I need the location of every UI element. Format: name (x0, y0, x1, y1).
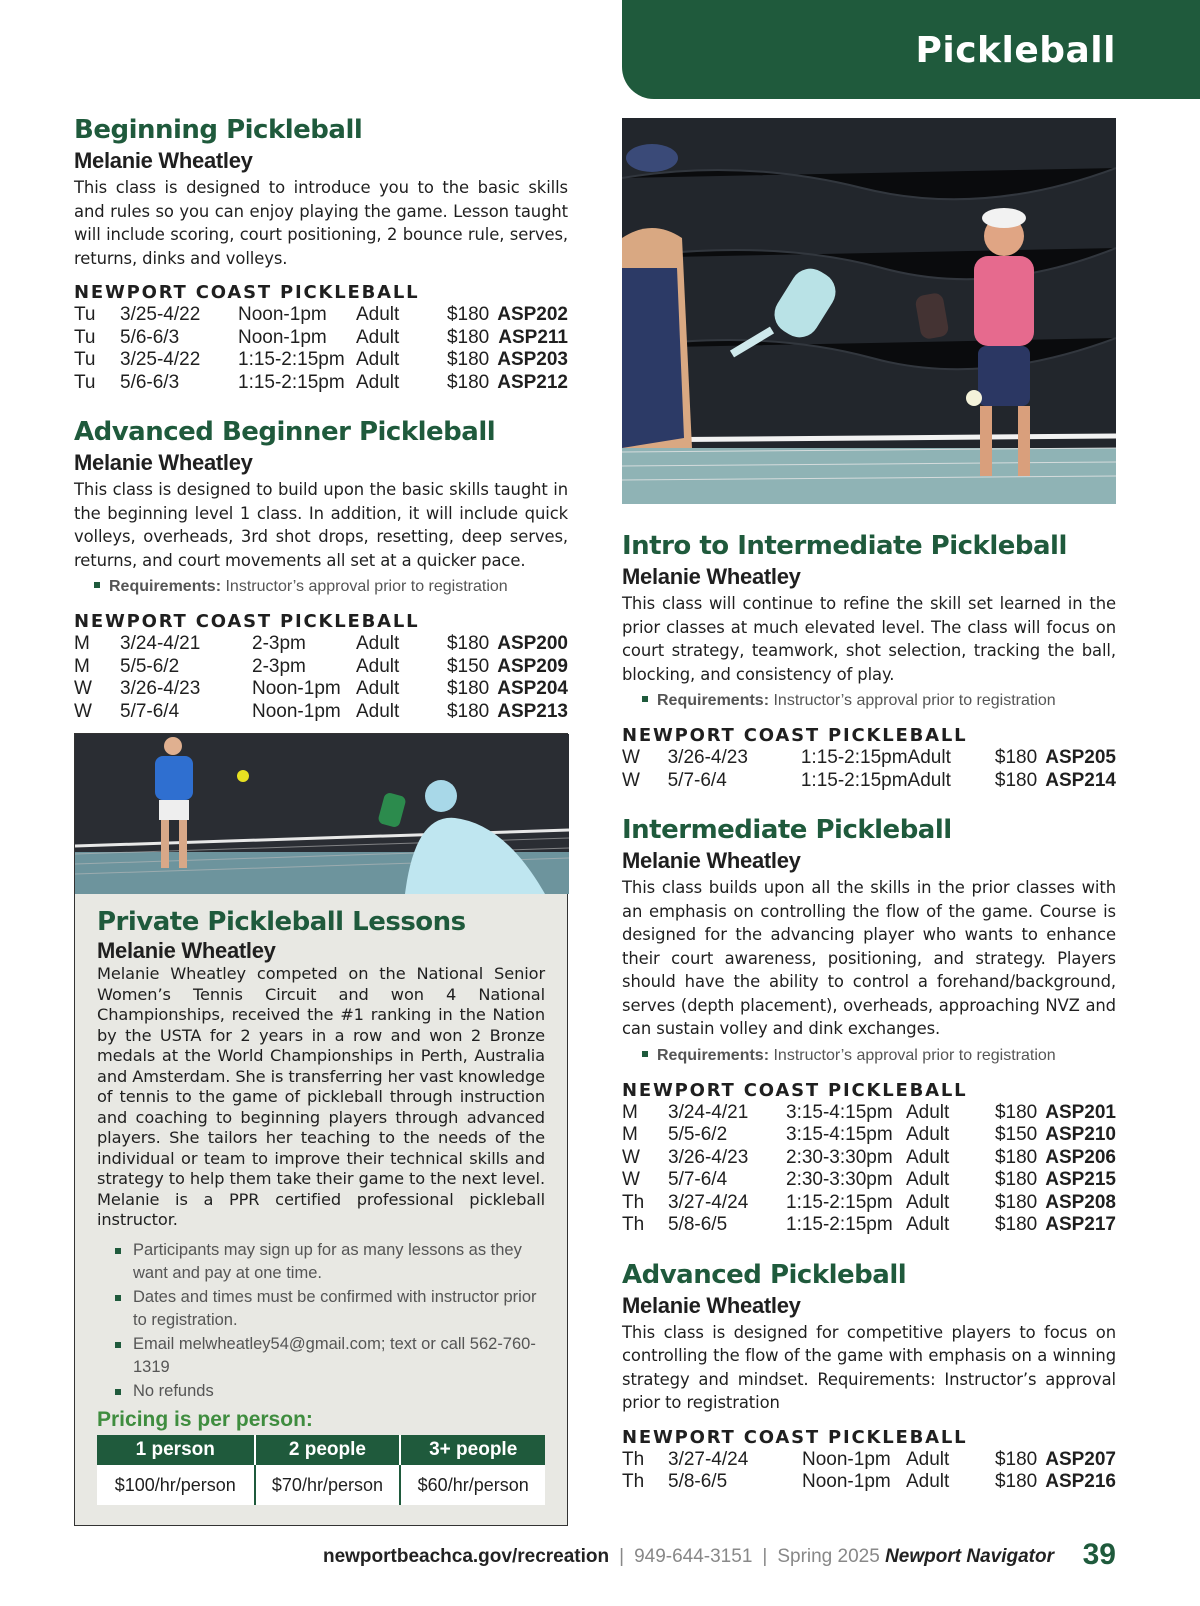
schedule-day: W (622, 1169, 640, 1190)
course-description: This class is designed to build upon the basic skills taught in the beginning level 1 class. In addition, it will include quick volleys, overheads, 3rd shot drops, resetting, deep serves, returns, and court movements all set at a quicker pace. (74, 480, 568, 570)
schedule-day: W (622, 769, 640, 791)
schedule-time: Noon-1pm (238, 326, 327, 348)
left-column (74, 114, 568, 1526)
schedule-code: ASP203 (497, 349, 568, 370)
footer-url[interactable]: newportbeachca.gov/recreation (322, 1546, 610, 1567)
course-title: Advanced Beginner Pickleball (74, 417, 496, 447)
schedule-time: 1:15-2:15pm (238, 371, 345, 393)
schedule-row (622, 1449, 1116, 1472)
private-lessons-box (74, 733, 568, 1526)
requirements-label: Requirements: (657, 1046, 770, 1064)
schedule-day: Th (622, 1448, 645, 1470)
instructor-name: Melanie Wheatley (97, 938, 276, 963)
schedule-dates: 5/7-6/4 (667, 769, 727, 791)
schedule-row (74, 327, 568, 350)
schedule-fee: $150 (446, 655, 490, 677)
instructor-name: Melanie Wheatley (74, 148, 253, 173)
schedule-day: Tu (74, 304, 96, 325)
schedule-dates: 3/24-4/21 (668, 1101, 749, 1123)
schedule-dates: 3/26-4/23 (668, 1146, 749, 1168)
schedule-time: 1:15-2:15pm (238, 349, 345, 370)
schedule-row (74, 678, 568, 701)
schedule-row (622, 1147, 1116, 1170)
schedule-dates: 5/5-6/2 (668, 1124, 728, 1145)
course-title: Advanced Pickleball (622, 1259, 907, 1290)
schedule-day: M (622, 1101, 638, 1123)
requirements-text: Instructor’s approval prior to registration (225, 578, 508, 595)
requirements-label: Requirements: (657, 692, 770, 709)
course-title: Intermediate Pickleball (622, 815, 952, 845)
schedule-age: Adult (906, 1471, 950, 1492)
schedule-time: Noon-1pm (238, 304, 327, 325)
schedule-fee: $180 (994, 1471, 1038, 1492)
private-description: Melanie Wheatley competed on the National Senior Women’s Tennis Circuit and won 4 National Championships, received the #1 ranking in the Nation by the USTA for 2 years in a row and won 2 Bronze medals at the World Championships in Perth, Australia and Amsterdam. She is transferring her vast knowledge of tennis to the game of pickleball through instruction and coaching to beginning players through advanced players. She tailors her teaching to the needs of the individual or team to improve their technical skills and strategy to help them take their game to the next level. Melanie is a PPR certified professional pickleball instructor. (97, 964, 545, 1229)
schedule-row (622, 1192, 1116, 1215)
footer-separator: | (762, 1546, 768, 1567)
schedule-time: Noon-1pm (252, 678, 341, 699)
schedule-row (74, 304, 568, 327)
schedule-dates: 3/25-4/22 (120, 304, 201, 325)
schedule-time: 1:15-2:15pm (800, 747, 908, 768)
footer-text (323, 1546, 1054, 1568)
schedule-row (622, 1169, 1116, 1192)
schedule-dates: 5/5-6/2 (120, 655, 180, 677)
requirements-line (642, 689, 1116, 713)
schedule-dates: 5/6-6/3 (120, 326, 180, 348)
schedule-row (622, 1124, 1116, 1147)
course-beginning (74, 114, 568, 394)
schedule-code: ASP207 (1045, 1448, 1116, 1470)
footer-season: Spring 2025 (777, 1546, 880, 1567)
schedule-code: ASP204 (497, 678, 568, 699)
requirements-line (642, 1044, 1116, 1068)
location-label: NEWPORT COAST PICKLEBALL (74, 282, 420, 303)
schedule-table (622, 1102, 1116, 1237)
location-label: NEWPORT COAST PICKLEBALL (622, 725, 968, 746)
schedule-age: Adult (356, 633, 400, 654)
schedule-time: 3:15-4:15pm (786, 1124, 893, 1145)
photo-illustration (75, 734, 569, 894)
schedule-time: Noon-1pm (252, 700, 341, 722)
schedule-fee: $180 (446, 349, 490, 370)
schedule-day: Tu (74, 326, 96, 348)
location-label: NEWPORT COAST PICKLEBALL (622, 1426, 968, 1448)
schedule-age: Adult (356, 304, 400, 325)
requirements-text: Instructor’s approval prior to registration (773, 692, 1056, 709)
course-advanced-beginner (74, 416, 568, 723)
schedule-day: W (74, 678, 92, 699)
schedule-day: W (622, 1146, 640, 1168)
schedule-code: ASP213 (497, 700, 568, 722)
pricing-table (97, 1435, 545, 1505)
pricing-value: $60/hr/person (400, 1465, 545, 1505)
schedule-age: Adult (906, 1448, 950, 1470)
schedule-fee: $180 (446, 678, 490, 699)
schedule-code: ASP202 (497, 304, 568, 325)
schedule-code: ASP205 (1045, 747, 1116, 768)
footer-separator: | (619, 1546, 625, 1567)
course-advanced (622, 1259, 1116, 1494)
schedule-code: ASP210 (1045, 1124, 1116, 1145)
bullet-item: Email melwheatley54@gmail.com; text or call 562-760-1319 (115, 1333, 545, 1380)
schedule-row (622, 1214, 1116, 1237)
schedule-fee: $150 (994, 1124, 1038, 1145)
schedule-fee: $180 (446, 326, 490, 348)
course-intro-intermediate (622, 530, 1116, 792)
pricing-header: 3+ people (400, 1435, 545, 1465)
schedule-code: ASP215 (1045, 1169, 1116, 1190)
schedule-code: ASP209 (497, 655, 568, 677)
schedule-table (74, 633, 568, 723)
schedule-fee: $180 (994, 769, 1038, 791)
schedule-day: M (74, 633, 90, 654)
footer-phone: 949-644-3151 (634, 1546, 753, 1567)
schedule-row (622, 1471, 1116, 1494)
course-description: This class is designed for competitive players to focus on controlling the flow of the game with emphasis on a winning strategy and mindset. Requirements: Instructor’s approval prior to registration (622, 1322, 1116, 1412)
schedule-row (74, 349, 568, 372)
schedule-age: Adult (356, 326, 400, 348)
schedule-code: ASP206 (1045, 1146, 1116, 1168)
schedule-age: Adult (906, 1146, 950, 1168)
pricing-title: Pricing is per person: (97, 1408, 313, 1431)
schedule-age: Adult (906, 1214, 950, 1235)
schedule-row (74, 656, 568, 679)
schedule-code: ASP200 (497, 633, 568, 654)
course-intermediate (622, 814, 1116, 1237)
schedule-day: W (74, 700, 92, 722)
bullet-icon (642, 696, 648, 702)
schedule-age: Adult (906, 1101, 950, 1123)
instructor-name: Melanie Wheatley (622, 1292, 801, 1318)
schedule-row (622, 770, 1116, 793)
schedule-code: ASP214 (1045, 769, 1116, 791)
schedule-day: Tu (74, 371, 96, 393)
pricing-header: 2 people (255, 1435, 401, 1465)
schedule-dates: 5/6-6/3 (120, 371, 180, 393)
schedule-time: 2:30-3:30pm (786, 1146, 893, 1168)
schedule-age: Adult (356, 371, 400, 393)
bullet-item: Dates and times must be confirmed with instructor prior to registration. (115, 1286, 545, 1333)
course-description: This class builds upon all the skills in the prior classes with an emphasis on controlling the flow of the game. Course is designed for the advancing player who wants to enhance their court awareness, positioning, and strategy. Players should have the ability to control a forehand/background, serves (depth placement), overheads, approaching NVZ and can sustain volley and dink exchanges. (622, 878, 1116, 1038)
bullet-item: No refunds (115, 1380, 545, 1404)
schedule-fee: $180 (446, 371, 490, 393)
section-header-tab (622, 0, 1200, 99)
schedule-time: Noon-1pm (802, 1471, 891, 1492)
schedule-fee: $180 (994, 1146, 1038, 1168)
pricing-value: $70/hr/person (255, 1465, 401, 1505)
schedule-age: Adult (907, 747, 951, 768)
location-label: NEWPORT COAST PICKLEBALL (622, 1079, 968, 1101)
schedule-fee: $180 (994, 747, 1038, 768)
schedule-fee: $180 (994, 1448, 1038, 1470)
schedule-dates: 5/7-6/4 (668, 1169, 728, 1190)
schedule-age: Adult (907, 769, 951, 791)
schedule-day: Th (622, 1191, 645, 1213)
page-number: 39 (1082, 1538, 1116, 1571)
schedule-row (74, 701, 568, 724)
pickleball-players-photo (75, 734, 569, 894)
schedule-time: 2-3pm (252, 633, 306, 654)
schedule-row (74, 372, 568, 395)
schedule-fee: $180 (994, 1101, 1038, 1123)
schedule-code: ASP216 (1045, 1471, 1116, 1492)
schedule-day: Th (622, 1214, 645, 1235)
schedule-code: ASP201 (1045, 1101, 1116, 1123)
schedule-row (622, 1102, 1116, 1125)
schedule-table (622, 1449, 1116, 1494)
private-lessons-content (75, 894, 567, 1525)
schedule-dates: 3/27-4/24 (668, 1448, 749, 1470)
schedule-age: Adult (906, 1169, 950, 1190)
schedule-fee: $180 (994, 1191, 1038, 1213)
schedule-dates: 5/8-6/5 (668, 1471, 728, 1492)
schedule-fee: $180 (994, 1169, 1038, 1190)
course-description: This class will continue to refine the skill set learned in the prior classes at much elevated level. The class will focus on court strategy, teamwork, shot selection, tracking the ball, blocking, and consistency of play. (622, 594, 1116, 684)
schedule-dates: 3/25-4/22 (120, 349, 201, 370)
schedule-fee: $180 (446, 304, 490, 325)
schedule-row (74, 633, 568, 656)
instructor-name: Melanie Wheatley (74, 450, 253, 475)
pricing-header: 1 person (97, 1435, 255, 1465)
instructor-name: Melanie Wheatley (622, 564, 801, 589)
schedule-fee: $180 (446, 633, 490, 654)
instructor-name: Melanie Wheatley (622, 848, 801, 873)
schedule-code: ASP211 (498, 326, 568, 348)
schedule-code: ASP208 (1045, 1191, 1116, 1213)
schedule-age: Adult (356, 700, 400, 722)
schedule-time: 1:15-2:15pm (786, 1191, 893, 1213)
pricing-value: $100/hr/person (97, 1465, 255, 1505)
schedule-day: Tu (74, 349, 96, 370)
schedule-day: Th (622, 1471, 645, 1492)
schedule-time: 3:15-4:15pm (786, 1101, 893, 1123)
schedule-fee: $180 (994, 1214, 1038, 1235)
schedule-code: ASP212 (497, 371, 568, 393)
course-description: This class is designed to introduce you to the basic skills and rules so you can enjoy playing the game. Lesson taught will include scoring, court positioning, 2 bounce rule, serves, returns, dinks and volleys. (74, 178, 568, 268)
schedule-row (622, 747, 1116, 770)
requirements-label: Requirements: (109, 578, 222, 595)
schedule-table (74, 304, 568, 394)
photo-illustration (622, 118, 1116, 504)
pickleball-action-photo (622, 118, 1116, 504)
schedule-age: Adult (356, 678, 400, 699)
bullet-icon (94, 582, 100, 588)
private-bullet-list (115, 1239, 545, 1404)
right-column (622, 118, 1116, 1516)
location-label: NEWPORT COAST PICKLEBALL (74, 611, 420, 632)
schedule-fee: $180 (446, 700, 490, 722)
schedule-code: ASP217 (1045, 1214, 1116, 1235)
schedule-time: 2:30-3:30pm (786, 1169, 893, 1190)
schedule-time: Noon-1pm (802, 1448, 891, 1470)
schedule-time: 1:15-2:15pm (786, 1214, 893, 1235)
schedule-age: Adult (906, 1191, 950, 1213)
private-title: Private Pickleball Lessons (97, 907, 466, 937)
schedule-dates: 5/8-6/5 (668, 1214, 728, 1235)
schedule-time: 2-3pm (252, 655, 306, 677)
schedule-dates: 5/7-6/4 (120, 700, 180, 722)
schedule-day: W (622, 747, 640, 768)
schedule-age: Adult (356, 655, 400, 677)
course-title: Intro to Intermediate Pickleball (622, 531, 1067, 561)
schedule-dates: 3/27-4/24 (668, 1191, 749, 1213)
schedule-day: M (74, 655, 90, 677)
schedule-table (622, 747, 1116, 792)
schedule-age: Adult (906, 1124, 950, 1145)
course-title: Beginning Pickleball (74, 115, 363, 145)
schedule-time: 1:15-2:15pm (800, 769, 908, 791)
footer-magazine: Newport Navigator (885, 1546, 1054, 1567)
page-footer (0, 1536, 1200, 1576)
schedule-age: Adult (356, 349, 400, 370)
requirements-text: Instructor’s approval prior to registration (773, 1046, 1056, 1064)
bullet-item: Participants may sign up for as many lessons as they want and pay at one time. (115, 1239, 545, 1286)
schedule-dates: 3/26-4/23 (667, 747, 748, 768)
schedule-dates: 3/24-4/21 (120, 633, 201, 654)
bullet-icon (642, 1051, 648, 1057)
requirements-line (94, 575, 568, 599)
schedule-dates: 3/26-4/23 (120, 678, 201, 699)
section-title: Pickleball (915, 30, 1116, 71)
schedule-day: M (622, 1124, 638, 1145)
